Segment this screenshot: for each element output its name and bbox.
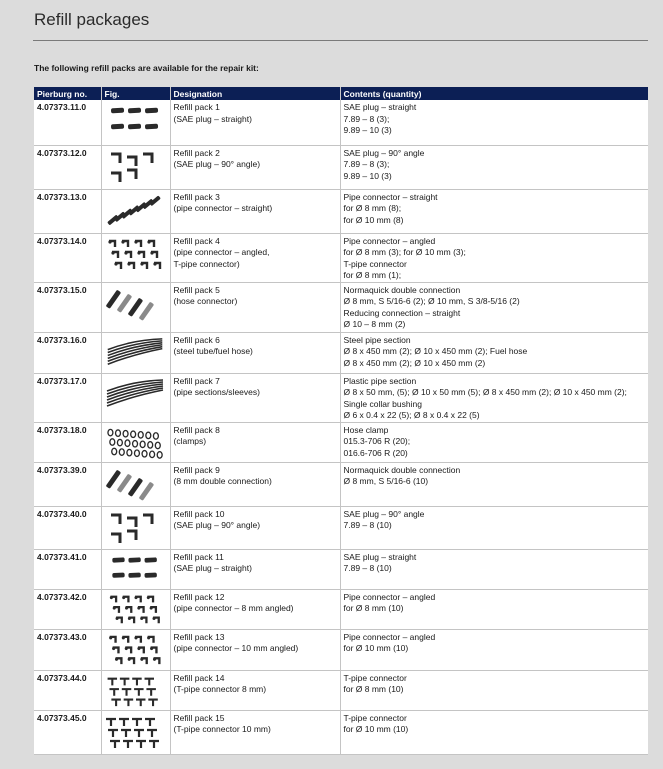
contents-line: SAE plug – straight (343, 551, 417, 562)
designation-line: (SAE plug – 90° angle) (173, 520, 261, 530)
designation-line: Refill pack 14 (173, 672, 225, 683)
designation-line: (clamps) (173, 436, 207, 446)
designation-line: Refill pack 12 (173, 591, 225, 602)
designation-cell (170, 589, 340, 629)
designation-line: (pipe connector – 10 mm angled) (173, 643, 299, 653)
page-title: Refill packages (34, 10, 150, 29)
contents-cell (340, 282, 648, 332)
sae-plug-straight-icon (103, 552, 169, 588)
table-row (34, 422, 648, 462)
designation-cell (170, 332, 340, 373)
contents-line: Reducing connection – straight (343, 307, 461, 318)
pierburg-number: 4.07373.43.0 (34, 629, 101, 670)
pipe-connector-straight-icon (103, 192, 169, 230)
table-row (34, 629, 648, 670)
col-header-fig: Fig. (101, 87, 170, 100)
figure-cell (101, 670, 170, 710)
designation-cell (170, 670, 340, 710)
contents-line: Ø 8 x 450 mm (2); Ø 10 x 450 mm (2) (343, 357, 486, 368)
designation-line: (8 mm double connection) (173, 476, 272, 486)
pierburg-number: 4.07373.11.0 (34, 100, 101, 145)
designation-cell (170, 422, 340, 462)
contents-line: for Ø 10 mm (10) (343, 643, 409, 653)
contents-line: Ø 8 x 450 mm (2); Ø 10 x 450 mm (2); Fuel hose (343, 346, 528, 356)
contents-line: for Ø 8 mm (10) (343, 603, 404, 613)
designation-line: Refill pack 9 (173, 464, 220, 475)
contents-line: SAE plug – 90° angle (343, 147, 425, 158)
title-divider (33, 40, 648, 41)
designation-line: (steel tube/fuel hose) (173, 346, 253, 356)
contents-line: Ø 8 x 50 mm, (5); Ø 10 x 50 mm (5); Ø 8 x 450 mm (2); Ø 10 x 450 mm (2); (343, 387, 627, 397)
col-header-designation: Designation (170, 87, 340, 100)
contents-line: T-pipe connector (343, 258, 407, 269)
figure-cell (101, 629, 170, 670)
pipe-sections-icon (103, 376, 169, 414)
contents-line: T-pipe connector (343, 712, 407, 723)
designation-cell (170, 629, 340, 670)
table-row (34, 145, 648, 189)
contents-line: 016.6-706 R (20) (343, 447, 408, 458)
contents-line: Steel pipe section (343, 334, 411, 345)
clamps-icon (103, 425, 169, 461)
contents-line: SAE plug – 90° angle (343, 508, 425, 519)
contents-line: SAE plug – straight (343, 102, 417, 112)
t-pipe-connector-icon (103, 673, 169, 709)
pierburg-number: 4.07373.41.0 (34, 549, 101, 589)
contents-line: T-pipe connector (343, 672, 407, 683)
table-row (34, 670, 648, 710)
table-row (34, 373, 648, 422)
contents-cell (340, 100, 648, 145)
contents-line: Pipe connector – angled (343, 631, 436, 642)
figure-cell (101, 710, 170, 754)
refill-packs-table (34, 87, 648, 755)
pierburg-number: 4.07373.15.0 (34, 282, 101, 332)
figure-cell (101, 549, 170, 589)
contents-line: for Ø 8 mm (10) (343, 684, 404, 694)
contents-line: Normaquick double connection (343, 284, 461, 295)
contents-cell (340, 710, 648, 754)
designation-cell (170, 233, 340, 282)
designation-line: Refill pack 8 (173, 424, 220, 435)
pierburg-number: 4.07373.13.0 (34, 189, 101, 233)
designation-cell (170, 189, 340, 233)
designation-line: Refill pack 13 (173, 631, 225, 642)
contents-cell (340, 145, 648, 189)
designation-line: (T-pipe connector 10 mm) (173, 724, 271, 734)
pierburg-number: 4.07373.45.0 (34, 710, 101, 754)
steel-tube-icon (103, 335, 169, 372)
contents-line: 7.89 – 8 (10) (343, 563, 392, 573)
pierburg-number: 4.07373.39.0 (34, 462, 101, 506)
figure-cell (101, 233, 170, 282)
figure-cell (101, 100, 170, 145)
pipe-connector-angled-icon (103, 236, 169, 274)
pierburg-number: 4.07373.42.0 (34, 589, 101, 629)
designation-cell (170, 506, 340, 549)
figure-cell (101, 332, 170, 373)
figure-cell (101, 422, 170, 462)
figure-cell (101, 506, 170, 549)
contents-line: Pipe connector – angled (343, 591, 436, 602)
contents-line: for Ø 8 mm (3); for Ø 10 mm (3); (343, 247, 466, 257)
designation-line: (pipe connector – angled, (173, 247, 270, 257)
col-header-contents: Contents (quantity) (340, 87, 648, 100)
pierburg-number: 4.07373.17.0 (34, 373, 101, 422)
contents-line: Pipe connector – angled (343, 235, 436, 246)
designation-line: Refill pack 4 (173, 235, 220, 246)
double-connection-icon (103, 465, 169, 503)
contents-cell (340, 373, 648, 422)
contents-line: for Ø 10 mm (10) (343, 724, 409, 734)
table-row (34, 506, 648, 549)
contents-cell (340, 549, 648, 589)
contents-cell (340, 189, 648, 233)
contents-cell (340, 233, 648, 282)
contents-line: for Ø 8 mm (1); (343, 270, 402, 280)
figure-cell (101, 145, 170, 189)
designation-cell (170, 373, 340, 422)
designation-cell (170, 710, 340, 754)
designation-cell (170, 145, 340, 189)
contents-line: Pipe connector – straight (343, 191, 438, 202)
designation-cell (170, 282, 340, 332)
table-body (34, 100, 648, 754)
contents-line: for Ø 8 mm (8); (343, 203, 402, 213)
designation-line: (SAE plug – straight) (173, 113, 252, 124)
designation-line: Refill pack 6 (173, 334, 220, 345)
designation-line: Refill pack 7 (173, 375, 220, 386)
designation-line: (pipe connector – straight) (173, 203, 273, 213)
designation-line: (hose connector) (173, 296, 238, 306)
pierburg-number: 4.07373.40.0 (34, 506, 101, 549)
table-row (34, 233, 648, 282)
figure-cell (101, 282, 170, 332)
contents-line: Single collar bushing (343, 398, 422, 409)
table-row (34, 710, 648, 754)
contents-line: Ø 10 – 8 mm (2) (343, 319, 406, 329)
contents-line: Ø 8 mm, S 5/16-6 (2); Ø 10 mm, S 3/8-5/16 (2) (343, 296, 520, 306)
contents-line: Normaquick double connection (343, 464, 461, 475)
table-row (34, 589, 648, 629)
designation-line: (pipe sections/sleeves) (173, 387, 260, 397)
designation-line: T-pipe connector) (173, 258, 240, 269)
sae-plug-angled-icon (103, 509, 169, 547)
pierburg-number: 4.07373.14.0 (34, 233, 101, 282)
designation-cell (170, 100, 340, 145)
intro-text: The following refill packs are available for the repair kit: (34, 63, 259, 73)
designation-line: Refill pack 3 (173, 191, 220, 202)
table-row (34, 462, 648, 506)
table-row (34, 549, 648, 589)
contents-cell (340, 589, 648, 629)
pipe-connector-angled-icon (103, 592, 169, 628)
sae-plug-angled-icon (103, 148, 169, 186)
designation-line: (T-pipe connector 8 mm) (173, 684, 267, 694)
contents-line: 015.3-706 R (20); (343, 436, 411, 446)
designation-line: Refill pack 11 (173, 551, 224, 562)
contents-cell (340, 422, 648, 462)
designation-line: Refill pack 2 (173, 147, 220, 158)
designation-line: (SAE plug – 90° angle) (173, 159, 261, 169)
designation-line: (SAE plug – straight) (173, 563, 252, 573)
contents-cell (340, 506, 648, 549)
pipe-connector-angled-icon (103, 632, 169, 669)
contents-line: 7.89 – 8 (3); (343, 159, 390, 169)
pierburg-number: 4.07373.16.0 (34, 332, 101, 373)
designation-line: Refill pack 10 (173, 508, 225, 519)
contents-cell (340, 629, 648, 670)
designation-line: Refill pack 1 (173, 102, 220, 112)
designation-cell (170, 549, 340, 589)
contents-line: Hose clamp (343, 424, 389, 435)
designation-cell (170, 462, 340, 506)
table-header-row (34, 87, 648, 100)
hose-connector-icon (103, 285, 169, 323)
contents-line: Ø 6 x 0.4 x 22 (5); Ø 8 x 0.4 x 22 (5) (343, 410, 480, 420)
table-row (34, 332, 648, 373)
contents-line: 7.89 – 8 (3); (343, 113, 390, 124)
designation-line: (pipe connector – 8 mm angled) (173, 603, 294, 613)
contents-line: Plastic pipe section (343, 375, 417, 386)
contents-line: 9.89 – 10 (3) (343, 170, 392, 181)
figure-cell (101, 189, 170, 233)
col-header-pierburg-no: Pierburg no. (34, 87, 101, 100)
contents-cell (340, 670, 648, 710)
pierburg-number: 4.07373.12.0 (34, 145, 101, 189)
pierburg-number: 4.07373.18.0 (34, 422, 101, 462)
sae-plug-straight-icon (103, 102, 169, 140)
contents-line: 7.89 – 8 (10) (343, 520, 392, 530)
contents-line: Ø 8 mm, S 5/16-6 (10) (343, 476, 429, 486)
contents-line: 9.89 – 10 (3) (343, 125, 392, 135)
table-row (34, 189, 648, 233)
designation-line: Refill pack 5 (173, 284, 220, 295)
figure-cell (101, 462, 170, 506)
contents-cell (340, 332, 648, 373)
figure-cell (101, 589, 170, 629)
figure-cell (101, 373, 170, 422)
pierburg-number: 4.07373.44.0 (34, 670, 101, 710)
contents-cell (340, 462, 648, 506)
table-row (34, 100, 648, 145)
designation-line: Refill pack 15 (173, 712, 225, 723)
t-pipe-connector-icon (103, 713, 169, 751)
table-row (34, 282, 648, 332)
contents-line: for Ø 10 mm (8) (343, 214, 404, 225)
